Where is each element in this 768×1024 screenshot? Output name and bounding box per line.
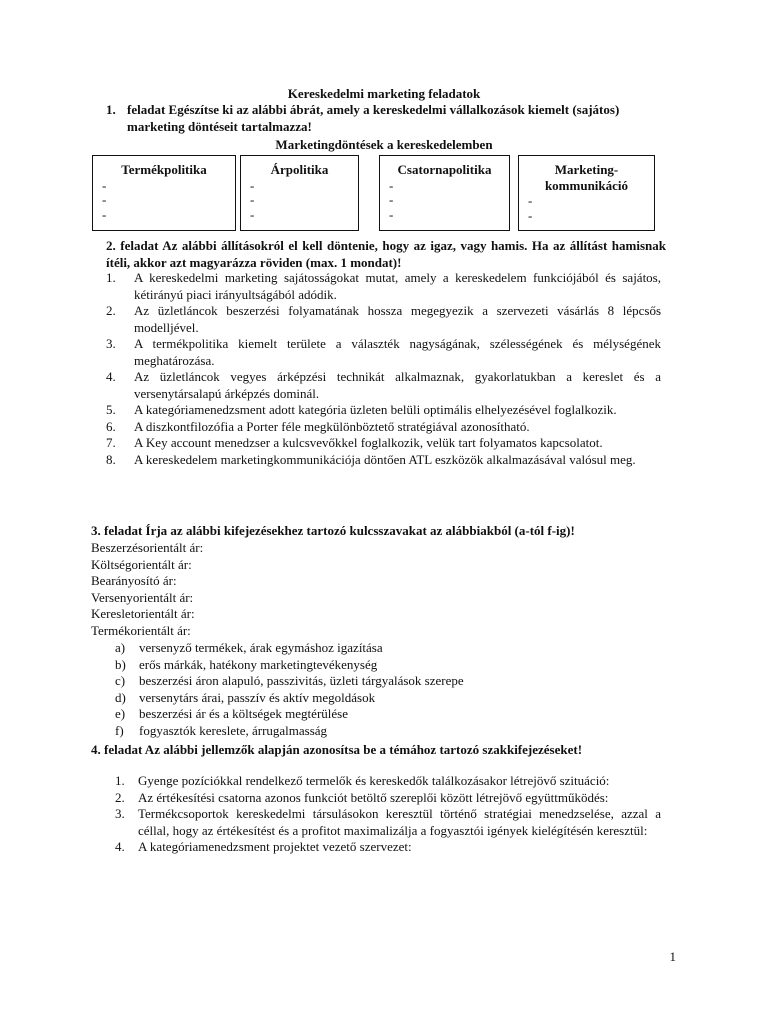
box-termekpolitika bbox=[92, 155, 236, 231]
list-item bbox=[100, 435, 661, 452]
box-dash: - bbox=[250, 206, 255, 222]
option-text: versenyző termékek, árak egymáshoz igazítása bbox=[139, 640, 383, 655]
option-letter: d) bbox=[115, 689, 126, 705]
option-text: beszerzési áron alapuló, passzivitás, üzleti tárgyalások szerepe bbox=[139, 673, 464, 688]
task3-options bbox=[115, 640, 615, 739]
item-text: Gyenge pozíciókkal rendelkező termelők és kereskedők találkozásakor létrejövő szituáció: bbox=[138, 773, 610, 788]
item-number: 3. bbox=[115, 806, 125, 821]
box-dash: - bbox=[389, 177, 394, 193]
task1-number: 1. bbox=[106, 102, 116, 117]
option-item bbox=[115, 640, 615, 657]
task4-heading: 4. feladat Az alábbi jellemzők alapján azonosítsa be a témához tartozó szakkifejezéseket! bbox=[91, 742, 583, 757]
option-letter: e) bbox=[115, 706, 126, 721]
box-label: Árpolitika bbox=[270, 162, 329, 177]
option-item bbox=[115, 673, 615, 690]
list-item bbox=[100, 402, 661, 419]
option-item bbox=[115, 706, 615, 723]
option-letter: a) bbox=[115, 640, 126, 655]
box-label: Termékpolitika bbox=[121, 162, 207, 177]
list-item bbox=[115, 806, 661, 839]
option-text: fogyasztók kereslete, árrugalmasság bbox=[139, 722, 328, 738]
box-csatornapolitika bbox=[379, 155, 510, 231]
page-number: 1 bbox=[669, 949, 676, 964]
option-text: versenytárs árai, passzív és aktív megoldások bbox=[139, 689, 376, 705]
box-arpolitika bbox=[240, 155, 359, 231]
task3-terms bbox=[91, 540, 391, 639]
item-text: A kereskedelmi marketing sajátosságokat mutat, amely a kereskedelem funkciójából és sajátos, kétirányú piaci irányultságából adódik. bbox=[134, 270, 661, 302]
term-line: Bearányosító ár: bbox=[91, 573, 177, 588]
item-text: A termékpolitika kiemelt területe a választék nagyságának, szélességének és mélységének meghatározása. bbox=[134, 336, 661, 368]
list-item bbox=[100, 303, 661, 336]
box-dash: - bbox=[528, 193, 533, 208]
task3-heading: 3. feladat Írja az alábbi kifejezésekhez tartozó kulcsszavakat az alábbiakból (a-tól f-ig)! bbox=[91, 523, 575, 538]
box-label: Marketing-kommunikáció bbox=[544, 162, 629, 193]
document-title: Kereskedelmi marketing feladatok bbox=[287, 86, 481, 101]
list-item bbox=[100, 419, 661, 436]
item-text: A Key account menedzser a kulcsvevőkkel foglalkozik, velük tart folyamatos kapcsolatot. bbox=[134, 435, 603, 450]
item-number: 2. bbox=[115, 789, 125, 805]
box-dash: - bbox=[250, 177, 255, 193]
task4-items bbox=[115, 773, 661, 856]
list-item bbox=[100, 452, 661, 469]
task1 bbox=[106, 102, 666, 135]
task2-heading: 2. feladat Az alábbi állításokról el kell döntenie, hogy az igaz, vagy hamis. Ha az állítást hamisnak ítéli, akkor azt magyarázza röviden (max. 1 mondat)! bbox=[106, 238, 666, 270]
box-dash: - bbox=[102, 206, 107, 222]
list-item bbox=[100, 336, 661, 369]
item-text: Az üzletláncok vegyes árképzési technikát alkalmaznak, gyakorlatukban a kereslet és a versenytársalapú árképzés dominál. bbox=[134, 369, 661, 401]
item-number: 5. bbox=[106, 402, 116, 417]
diagram-title: Marketingdöntések a kereskedelemben bbox=[275, 137, 493, 152]
option-item bbox=[115, 723, 615, 740]
option-item bbox=[115, 690, 615, 707]
box-dash: - bbox=[102, 192, 107, 207]
item-number: 1. bbox=[106, 270, 116, 285]
box-dash: - bbox=[250, 192, 255, 207]
list-item bbox=[115, 839, 661, 856]
term-line: Költségorientált ár: bbox=[91, 556, 192, 572]
box-dash: - bbox=[389, 206, 394, 222]
box-marketingkommunikacio bbox=[518, 155, 655, 231]
item-text: A kereskedelem marketingkommunikációja döntően ATL eszközök alkalmazásával valósul meg. bbox=[134, 451, 636, 467]
box-dash: - bbox=[528, 207, 533, 223]
item-number: 2. bbox=[106, 303, 116, 318]
box-dash: - bbox=[389, 192, 394, 207]
option-item bbox=[115, 657, 615, 674]
option-letter: b) bbox=[115, 656, 126, 672]
item-number: 8. bbox=[106, 451, 116, 467]
item-text: A kategóriamenedzsment adott kategória üzleten belüli optimális elhelyezésével foglalkozik. bbox=[134, 402, 617, 417]
term-line: Versenyorientált ár: bbox=[91, 589, 194, 605]
item-number: 4. bbox=[106, 369, 116, 384]
option-text: beszerzési ár és a költségek megtérülése bbox=[139, 706, 348, 721]
list-item bbox=[115, 773, 661, 790]
item-number: 7. bbox=[106, 435, 116, 450]
list-item bbox=[100, 270, 661, 303]
list-item bbox=[100, 369, 661, 402]
item-text: A diszkontfilozófia a Porter féle megkülönböztető stratégiával azonosítható. bbox=[134, 418, 530, 434]
option-letter: c) bbox=[115, 673, 126, 688]
item-text: Termékcsoportok kereskedelmi társulásokon keresztül történő stratégiai menedzselése, azzal a céllal, hogy az értékesítést és a profitot maximalizálja a fogyasztói igények kielégítésén keresztül: bbox=[138, 806, 661, 838]
item-number: 1. bbox=[115, 773, 125, 788]
item-number: 6. bbox=[106, 418, 116, 434]
item-text: Az értékesítési csatorna azonos funkciót betöltő szereplői között létrejövő együttműködés: bbox=[138, 789, 609, 805]
item-text: Az üzletláncok beszerzési folyamatának hossza megegyezik a szervezeti vásárlás 8 lépcsős modelljével. bbox=[134, 303, 661, 335]
item-text: A kategóriamenedzsment projektet vezető szervezet: bbox=[138, 839, 412, 854]
task2-statements bbox=[100, 270, 661, 468]
option-letter: f) bbox=[115, 722, 124, 738]
box-label: Csatornapolitika bbox=[397, 162, 492, 177]
term-line: Beszerzésorientált ár: bbox=[91, 540, 204, 555]
term-line: Termékorientált ár: bbox=[91, 622, 191, 638]
term-line: Keresletorientált ár: bbox=[91, 606, 195, 621]
box-dash: - bbox=[102, 177, 107, 193]
list-item bbox=[115, 790, 661, 807]
task1-text: feladat Egészítse ki az alábbi ábrát, amely a kereskedelmi vállalkozások kiemelt (sajátos) marketing döntéseit tartalmazza! bbox=[127, 102, 620, 134]
item-number: 4. bbox=[115, 839, 125, 854]
option-text: erős márkák, hatékony marketingtevékenység bbox=[139, 656, 378, 672]
item-number: 3. bbox=[106, 336, 116, 351]
